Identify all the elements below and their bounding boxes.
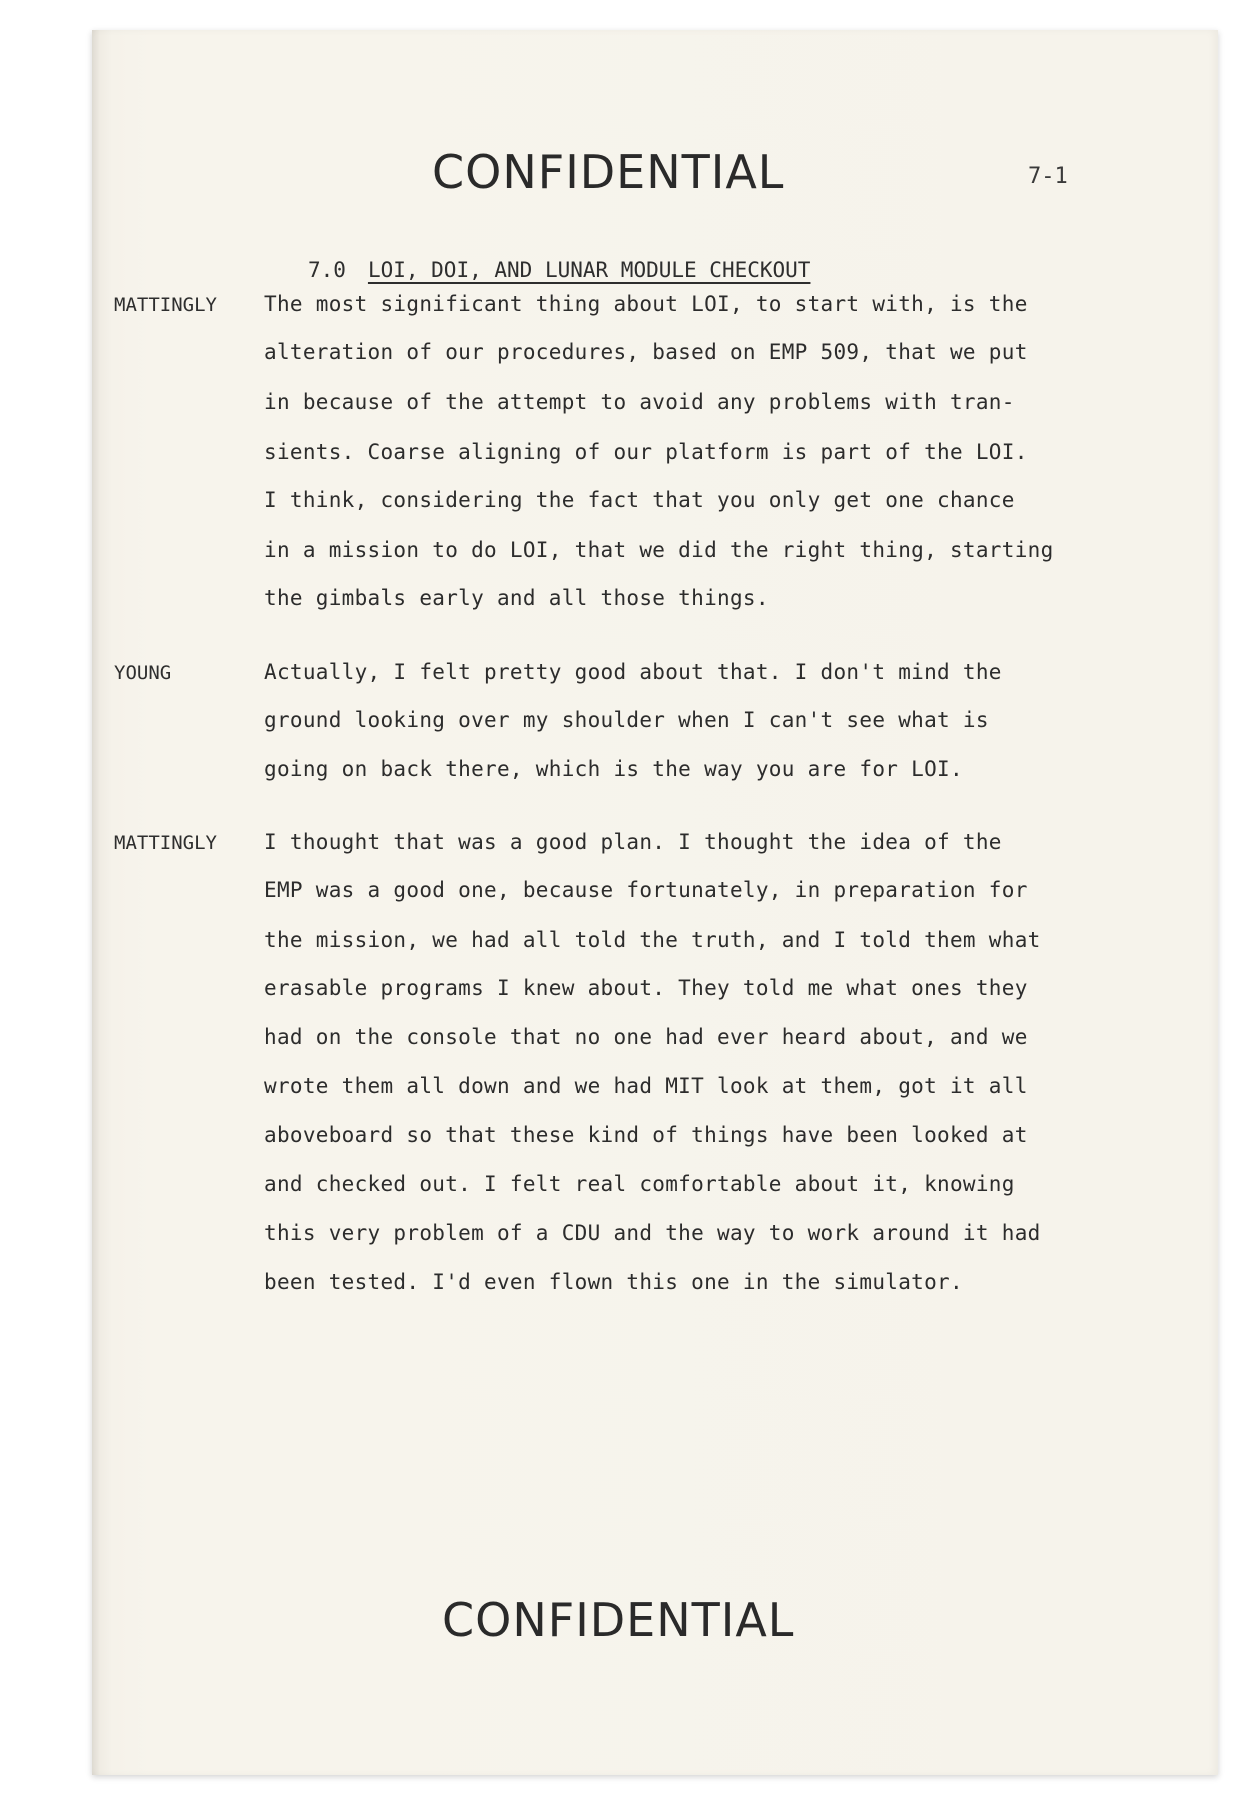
- transcript-line: erasable programs I knew about. They told me what ones they: [264, 976, 1028, 1000]
- transcript-line: in because of the attempt to avoid any problems with tran-: [264, 390, 1015, 414]
- section-title: LOI, DOI, AND LUNAR MODULE CHECKOUT: [367, 258, 811, 282]
- transcript-line: been tested. I'd even flown this one in the simulator.: [264, 1270, 963, 1294]
- page-edge-shadow: [92, 30, 100, 1775]
- transcript-line: the mission, we had all told the truth, and I told them what: [264, 928, 1041, 952]
- transcript-line: this very problem of a CDU and the way to work around it had: [264, 1221, 1041, 1245]
- transcript-line: The most significant thing about LOI, to start with, is the: [264, 292, 1028, 316]
- transcript-line: in a mission to do LOI, that we did the right thing, starting: [264, 538, 1054, 562]
- section-heading: [308, 258, 810, 282]
- section-number: 7.0: [308, 258, 346, 282]
- transcript-line: sients. Coarse aligning of our platform is part of the LOI.: [264, 440, 1028, 464]
- transcript-line: ground looking over my shoulder when I can't see what is: [264, 708, 989, 732]
- confidential-stamp-bottom: CONFIDENTIAL: [442, 1593, 795, 1647]
- transcript-line: I think, considering the fact that you only get one chance: [264, 488, 1015, 512]
- transcript-line: alteration of our procedures, based on EMP 509, that we put: [264, 340, 1028, 364]
- transcript-line: I thought that was a good plan. I thought the idea of the: [264, 830, 1002, 854]
- speaker-label: MATTINGLY: [114, 832, 217, 854]
- transcript-line: and checked out. I felt real comfortable about it, knowing: [264, 1172, 1015, 1196]
- transcript-line: had on the console that no one had ever heard about, and we: [264, 1025, 1028, 1049]
- transcript-line: the gimbals early and all those things.: [264, 586, 769, 610]
- confidential-stamp-top: CONFIDENTIAL: [432, 145, 785, 199]
- transcript-line: EMP was a good one, because fortunately, in preparation for: [264, 878, 1028, 902]
- transcript-line: Actually, I felt pretty good about that. I don't mind the: [264, 660, 1002, 684]
- transcript-line: wrote them all down and we had MIT look at them, got it all: [264, 1074, 1028, 1098]
- page-number: 7-1: [1028, 164, 1068, 189]
- speaker-label: MATTINGLY: [114, 294, 217, 316]
- speaker-label: YOUNG: [114, 662, 172, 684]
- transcript-line: aboveboard so that these kind of things have been looked at: [264, 1123, 1028, 1147]
- transcript-line: going on back there, which is the way you are for LOI.: [264, 757, 963, 781]
